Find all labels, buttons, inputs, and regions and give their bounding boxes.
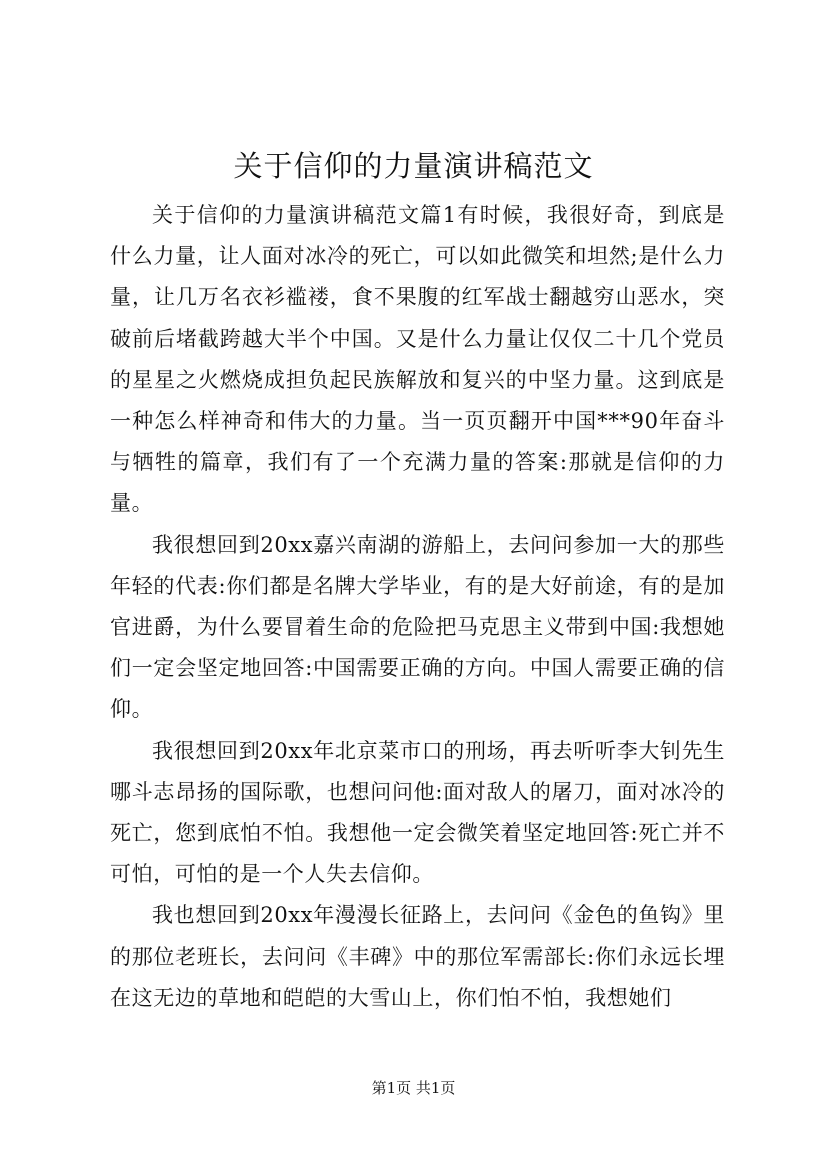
document-body bbox=[110, 195, 725, 1019]
paragraph-3: 我很想回到20xx年北京菜市口的刑场，再去听听李大钊先生哪斗志昂扬的国际歌，也想问问他:面对敌人的屠刀，面对冰冷的死亡，您到底怕不怕。我想他一定会微笑着坚定地回答:死亡并不可怕，可怕的是一个人失去信仰。 bbox=[110, 738, 725, 887]
paragraph-2: 我很想回到20xx嘉兴南湖的游船上，去问问参加一大的那些年轻的代表:你们都是名牌大学毕业，有的是大好前途，有的是加官进爵，为什么要冒着生命的危险把马克思主义带到中国:我想她们一定会坚定地回答:中国需要正确的方向。中国人需要正确的信仰。 bbox=[110, 532, 725, 722]
paragraph-4: 我也想回到20xx年漫漫长征路上，去问问《金色的鱼钩》里的那位老班长，去问问《丰碑》中的那位军需部长:你们永远长埋在这无边的草地和皑皑的大雪山上，你们怕不怕，我想她们 bbox=[110, 903, 725, 1010]
paragraph-1: 关于信仰的力量演讲稿范文篇1有时候，我很好奇，到底是什么力量，让人面对冰冷的死亡，可以如此微笑和坦然;是什么力量，让几万名衣衫褴褛，食不果腹的红军战士翻越穷山恶水，突破前后堵截跨越大半个中国。又是什么力量让仅仅二十几个党员的星星之火燃烧成担负起民族解放和复兴的中坚力量。这到底是一种怎么样神奇和伟大的力量。当一页页翻开中国***90年奋斗与牺牲的篇章，我们有了一个充满力量的答案:那就是信仰的力量。 bbox=[110, 203, 725, 516]
page-number-footer: 第1页 共1页 bbox=[371, 1079, 456, 1097]
document-title: 关于信仰的力量演讲稿范文 bbox=[233, 149, 594, 183]
